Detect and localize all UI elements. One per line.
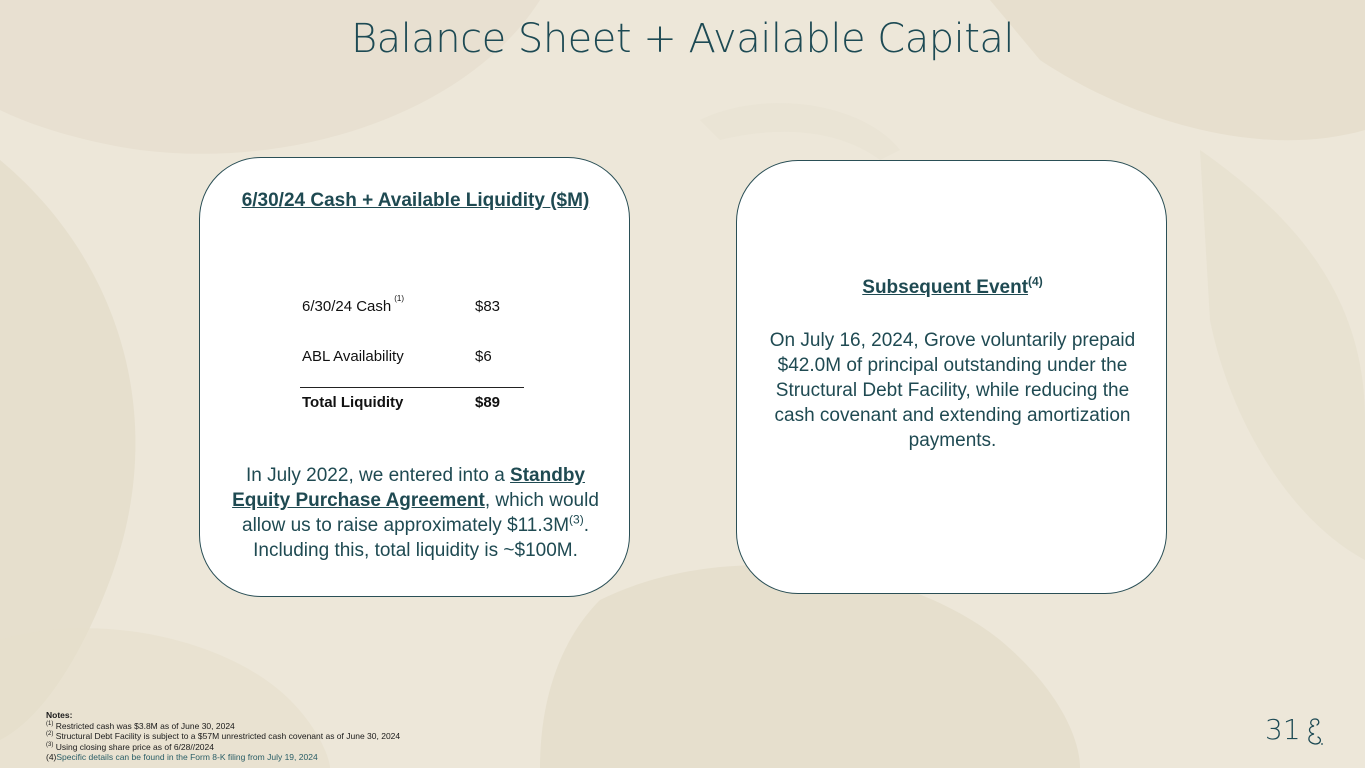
liquidity-card-heading: 6/30/24 Cash + Available Liquidity ($M) [241,190,590,211]
paragraph-text: In July 2022, we entered into a [245,465,511,486]
note-marker: (3) [46,741,54,748]
paragraph-text: , which would allow us to raise approximately $11.3M [242,490,599,536]
subsequent-event-card [736,160,1167,594]
sepa-link[interactable]: Standby Equity Purchase Agreement [232,465,585,511]
liquidity-card [199,157,630,597]
note-text: Structural Debt Facility is subject to a $57M unrestricted cash covenant as of June 30, 2024 [53,731,401,741]
note-item [46,731,400,742]
table-row [300,294,524,318]
footnotes [46,710,400,763]
liquidity-table [300,294,524,411]
heading-text: Subsequent Event [862,277,1029,298]
footnote-marker: (4) [1028,274,1043,289]
sepa-paragraph [222,463,609,563]
note-item [46,721,400,732]
row-label: ABL Availability [302,348,404,365]
note-text: Specific details can be found in the Form 8-K filing from July 19, 2024 [56,752,318,762]
note-marker: (1) [46,720,54,727]
row-value: $89 [475,394,501,411]
note-text: Using closing share price as of 6/28//2024 [53,741,214,752]
footnote-marker: (3) [569,512,584,527]
note-text: Restricted cash was $3.8M as of June 30, 2024 [53,720,235,731]
footnote-marker: (1) [394,294,405,303]
row-value: $83 [475,298,501,315]
note-item [46,752,400,763]
table-row [300,348,524,368]
page-number: 31 [1265,713,1301,746]
total-divider [300,387,524,388]
grove-logo-icon [1304,717,1326,747]
notes-heading: Notes: [46,710,73,720]
paragraph-text: . Including this, total liquidity is ~$100M. [253,515,589,561]
subsequent-event-body: On July 16, 2024, Grove voluntarily prepaid $42.0M of principal outstanding under the Structural Debt Facility, while reducing the cash covenant and extending amortization payments. [769,330,1136,451]
row-label: Total Liquidity [302,394,404,411]
row-label: 6/30/24 Cash [302,298,392,315]
row-value: $6 [475,348,492,365]
note-item [46,742,400,753]
subsequent-event-heading [757,275,1148,300]
note-marker: (4) [46,752,57,762]
table-row-total [300,394,524,414]
slide-title: Balance Sheet + Available Capital [350,16,1015,62]
note-marker: (2) [46,731,54,738]
